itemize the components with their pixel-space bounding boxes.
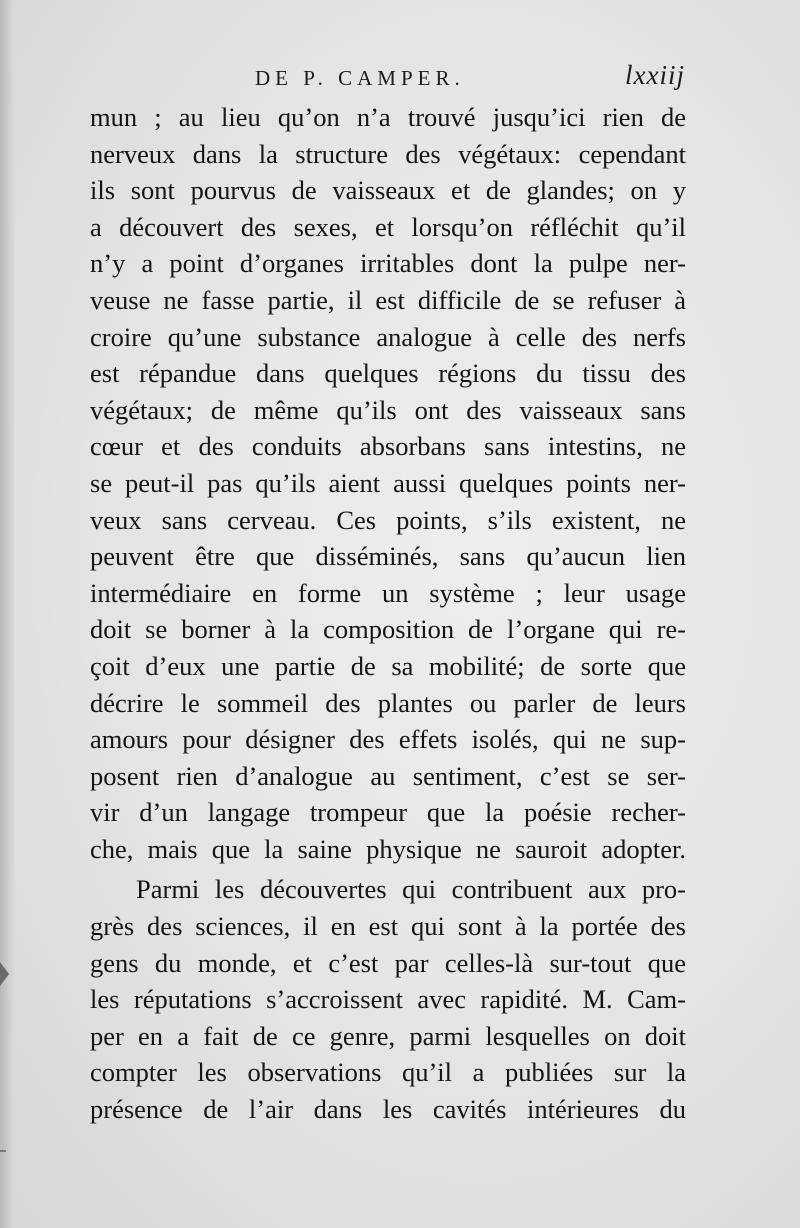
text-line: nerveux dans la structure des végétaux: cependant <box>90 138 686 169</box>
page-number: lxxiij <box>625 60 685 90</box>
text-line: per en a fait de ce genre, parmi lesquelles on doit <box>90 1020 686 1051</box>
text-line: intermédiaire en forme un système ; leur usage <box>90 577 686 608</box>
text-line: cœur et des conduits absorbans sans intestins, ne <box>90 431 686 462</box>
paragraph-1 <box>90 99 686 867</box>
text-line: présence de l’air dans les cavités intérieures du <box>90 1094 686 1125</box>
text-line: vir d’un langage trompeur que la poésie recher- <box>90 797 686 828</box>
paragraph-2 <box>90 871 686 1127</box>
text-line: les réputations s’accroissent avec rapidité. M. Cam- <box>90 984 686 1015</box>
text-line: mun ; au lieu qu’on n’a trouvé jusqu’ici rien de <box>90 102 686 132</box>
text-line: se peut-il pas qu’ils aient aussi quelques points ner- <box>90 467 686 498</box>
page-gutter-shadow <box>0 0 14 1228</box>
text-line: peuvent être que disséminés, sans qu’aucun lien <box>90 541 686 572</box>
text-line: compter les observations qu’il a publiées sur la <box>90 1057 686 1088</box>
page-edge-mark <box>0 1150 6 1152</box>
page-fold-mark <box>0 962 9 986</box>
text-line: grès des sciences, il en est qui sont à la portée des <box>90 911 686 942</box>
text-line: veuse ne fasse partie, il est difficile de se refuser à <box>90 284 686 315</box>
text-line: Parmi les découvertes qui contribuent aux pro- <box>136 874 686 905</box>
text-line: che, mais que la saine physique ne sauroit adopter. <box>90 833 686 864</box>
text-line: veux sans cerveau. Ces points, s’ils existent, ne <box>90 504 686 535</box>
page-header <box>255 60 685 96</box>
running-head: DE P. CAMPER. <box>255 66 465 90</box>
text-line: croire qu’une substance analogue à celle des nerfs <box>90 321 686 352</box>
text-line: çoit d’eux une partie de sa mobilité; de sorte que <box>90 650 686 681</box>
body-text <box>90 99 686 1128</box>
text-line: gens du monde, et c’est par celles-là sur-tout que <box>90 947 686 978</box>
text-line: a découvert des sexes, et lorsqu’on réfléchit qu’il <box>90 211 686 242</box>
text-line: végétaux; de même qu’ils ont des vaisseaux sans <box>90 394 686 425</box>
text-line: amours pour désigner des effets isolés, qui ne sup- <box>90 724 686 755</box>
text-line: est répandue dans quelques régions du tissu des <box>90 358 686 389</box>
text-line: posent rien d’analogue au sentiment, c’est se ser- <box>90 760 686 791</box>
text-line: décrire le sommeil des plantes ou parler de leurs <box>90 687 686 718</box>
text-line: ils sont pourvus de vaisseaux et de glandes; on y <box>90 175 686 206</box>
text-line: n’y a point d’organes irritables dont la pulpe ner- <box>90 248 686 279</box>
text-line: doit se borner à la composition de l’organe qui re- <box>90 614 686 645</box>
